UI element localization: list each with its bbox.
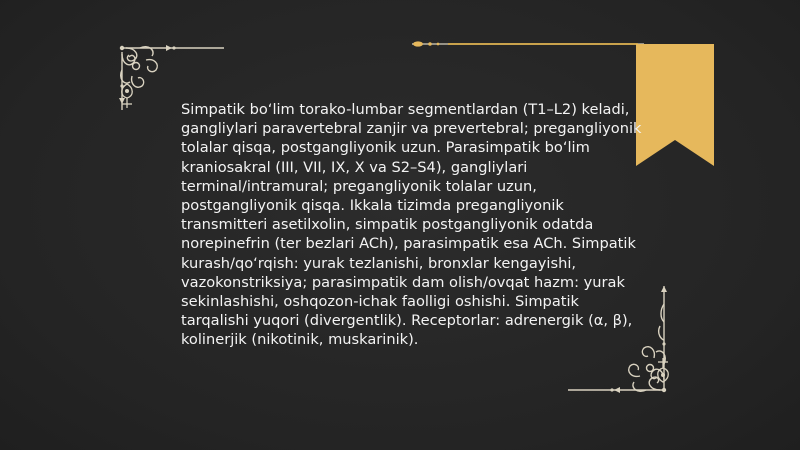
slide-body-text: Simpatik bo‘lim torako-lumbar segmentlardan (T1–L2) keladi, gangliylari paravertebral zanjir va prevertebral; pregangliyonik tolalar qisqa, postgangliyonik uzun. Parasimpatik bo‘lim kraniosakral (III, VII, IX, X va S2–S4), gangliylari terminal/intramural; pregangliyonik tolalar uzun, postgangliyonik qisqa. Ikkala tizimda pregangliyonik transmitteri asetilxolin, simpatik postgangliyonik odatda norepinefrin (ter bezlari ACh), parasimpatik esa ACh. Simpatik kurash/qo‘rqish: yurak tezlanishi, bronxlar kengayishi, vazokonstriksiya; parasimpatik dam olish/ovqat hazm: yurak sekinlashishi, oshqozon-ichak faolligi oshishi. Simpatik tarqalishi yuqori (divergentlik). Receptorlar: adrenergik (α, β), kolinerjik (nikotinik, muskarinik). (181, 101, 642, 349)
left-accent-ornament-icon (116, 82, 138, 110)
top-divider-ornament-icon (408, 38, 648, 50)
bottom-accent-ornament-icon (652, 354, 674, 384)
bookmark-ribbon-icon (636, 44, 714, 166)
